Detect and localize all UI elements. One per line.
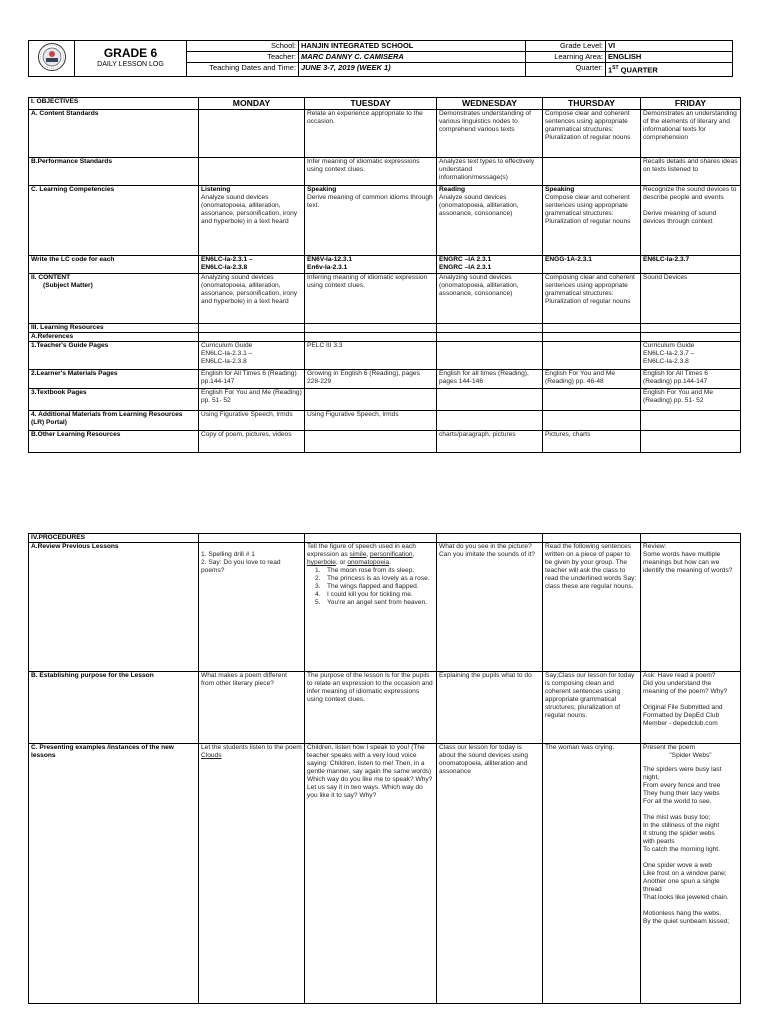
objectives-table bbox=[28, 97, 741, 453]
content-standards-tue: Relate an experience appropriate to the occasion. bbox=[305, 110, 437, 158]
content-label-line1: II. CONTENT bbox=[31, 274, 71, 281]
competencies-label: C. Learning Competencies bbox=[29, 186, 199, 256]
poem-text: The spiders were busy last night, From every fence and tree They hung their lacy webs For all the world to see. The mist was busy too; In the stillness of the night It strung the spider webs with pearls To catch the morning light. One spider wove a web Like frost on a window pane; Another one spun a single thread That looks like jeweled chain. Motionless hang the webs, By the quiet sunbeam kissed; bbox=[643, 766, 730, 925]
dates-label: Teaching Dates and Time: bbox=[187, 63, 299, 77]
presenting-wed: Class our lesson for today is about the sound devices using onomatopoeia, alliteration and assonance bbox=[437, 744, 543, 1004]
procedures-table bbox=[28, 533, 741, 1004]
purpose-wed: Explaining the pupils what to do bbox=[437, 672, 543, 744]
review-tue-personification: personification bbox=[370, 551, 413, 558]
content-standards-thu: Compose clear and coherent sentences using appropriate grammatical structures: Pluralization of regular nouns bbox=[543, 110, 641, 158]
performance-standards-label: B.Performance Standards bbox=[29, 158, 199, 186]
additional-materials-label: 4. Additional Materials from Learning Resources (LR) Portal) bbox=[29, 411, 199, 431]
school-label: School: bbox=[187, 41, 299, 52]
quarter-suffix: ST bbox=[612, 65, 619, 71]
content-mon: Analyzing sound devices (onomatopoeia, alliteration, assonance, personification, irony and hyperbole) in a text heard bbox=[199, 274, 305, 324]
competencies-mon bbox=[199, 186, 305, 256]
school-value: HANJIN INTEGRATED SCHOOL bbox=[299, 41, 526, 52]
day-monday: MONDAY bbox=[199, 98, 305, 110]
day-wednesday: WEDNESDAY bbox=[437, 98, 543, 110]
other-resources-label: B.Other Learning Resources bbox=[29, 431, 199, 453]
seal-icon bbox=[37, 42, 67, 72]
quarter-label: Quarter: bbox=[526, 63, 606, 77]
content-wed: Analyzing sound devices (onomatopoeia, alliteration, assonance, consonance) bbox=[437, 274, 543, 324]
poem-title-spider-webs: "Spider Webs" bbox=[669, 752, 712, 759]
list-item: 3. The wings flapped and flapped. bbox=[315, 583, 419, 590]
competency-fri-text-2: Derive meaning of sound devices through context bbox=[643, 210, 717, 225]
competency-fri-text-1: Recognize the sound devices to describe people and events bbox=[643, 186, 737, 201]
teacher-value: MARC DANNY C. CAMISERA bbox=[299, 52, 526, 63]
content-fri: Sound Devices bbox=[641, 274, 741, 324]
review-tue bbox=[305, 543, 437, 672]
day-friday: FRIDAY bbox=[641, 98, 741, 110]
header-table bbox=[28, 40, 733, 77]
tg-pages-mon: Curriculum Guide EN6LC-Ia-2.3.1 – EN6LC-Ia-2.3.8 bbox=[199, 342, 305, 370]
content-thu: Composing clear and coherent sentences using appropriate grammatical structures: Pluralization of regular nouns bbox=[543, 274, 641, 324]
references-heading: A.References bbox=[29, 333, 199, 342]
review-tue-simile: simile bbox=[349, 551, 367, 558]
competencies-fri bbox=[641, 186, 741, 256]
lc-code-tue: EN6V-Ia-12.3.1 En6v-Ia-2.3.1 bbox=[305, 256, 437, 274]
quarter-word: QUARTER bbox=[618, 65, 658, 75]
purpose-thu: Say;Class our lesson for today is composing clean and coherent sentences using appropriate grammatical structures; pluralization of regular nouns. bbox=[543, 672, 641, 744]
review-label: A.Review Previous Lessons bbox=[29, 543, 199, 672]
review-thu: Read the following sentences written on a piece of paper to be given by your group. The teacher will ask the class to read the underlined words Say: class these are regular nouns. bbox=[543, 543, 641, 672]
other-resources-wed: charts/paragraph, pictures bbox=[437, 431, 543, 453]
additional-materials-mon: Using Figurative Speech, lrmds bbox=[199, 411, 305, 431]
presenting-fri-heading: Present the poem bbox=[643, 744, 696, 751]
lm-pages-mon: English for All Times 6 (Reading) pp.144-147 bbox=[199, 370, 305, 389]
purpose-fri: Ask: Have read a poem? Did you understand the meaning of the poem? Why? Original File Submitted and Formatted by DepEd Club Member - depedclub.com bbox=[641, 672, 741, 744]
content-label-line2: (Subject Matter) bbox=[43, 282, 93, 289]
list-item: 1. The moon rose from its sleep. bbox=[315, 567, 415, 574]
additional-materials-tue: Using Figurative Speech, lrmds bbox=[305, 411, 437, 431]
review-wed: What do you see in the picture? Can you imitate the sounds of it? bbox=[437, 543, 543, 672]
lm-pages-wed: English for all times (Reading), pages 144-146 bbox=[437, 370, 543, 389]
log-title: DAILY LESSON LOG bbox=[97, 61, 164, 69]
content-label bbox=[29, 274, 199, 324]
competency-mon-heading: Listening bbox=[201, 186, 231, 193]
competency-thu-text: Compose clear and coherent sentences using appropriate grammatical structures: Pluralization of regular nouns bbox=[545, 194, 631, 225]
competency-wed-heading: Reading bbox=[439, 186, 466, 193]
presenting-thu: The woman was crying. bbox=[543, 744, 641, 1004]
review-tue-comma1: , bbox=[366, 551, 371, 558]
review-tue-list bbox=[315, 567, 434, 607]
content-standards-label: A. Content Standards bbox=[29, 110, 199, 158]
textbook-pages-mon: English For You and Me (Reading) pp. 51- 52 bbox=[199, 389, 305, 411]
competency-thu-heading: Speaking bbox=[545, 186, 575, 193]
review-tue-hyperbole: hyperbole bbox=[307, 559, 336, 566]
teacher-label: Teacher: bbox=[187, 52, 299, 63]
content-standards-fri: Demonstrates an understanding of the elements of literary and informational texts for comprehension bbox=[641, 110, 741, 158]
textbook-pages-label: 3.Textbook Pages bbox=[29, 389, 199, 411]
deped-seal bbox=[29, 41, 75, 77]
lm-pages-thu: English For You and Me (Reading) pp. 46-48 bbox=[543, 370, 641, 389]
tg-pages-wed bbox=[437, 342, 543, 370]
competencies-wed bbox=[437, 186, 543, 256]
performance-standards-fri: Recalls details and shares ideas on texts listened to bbox=[641, 158, 741, 186]
competency-tue-heading: Speaking bbox=[307, 186, 337, 193]
content-standards-wed: Demonstrates understanding of various linguistics nodes to comprehend various texts bbox=[437, 110, 543, 158]
review-tue-comma2: , bbox=[412, 551, 415, 558]
learning-area-value: ENGLISH bbox=[606, 52, 733, 63]
objectives-heading: I. OBJECTIVES bbox=[29, 98, 199, 110]
review-tue-onomatopoeia: onomatopoeia bbox=[347, 559, 390, 566]
tg-pages-fri: Curriculum Guide EN6LC-Ia-2.3.7 – EN6LC-Ia-2.3.8 bbox=[641, 342, 741, 370]
review-mon: 1. Spelling drill # 1 2. Say: Do you love to read poems? bbox=[199, 543, 305, 672]
learning-area-label: Learning Area: bbox=[526, 52, 606, 63]
review-tue-or: , or bbox=[335, 559, 348, 566]
performance-standards-tue: Infer meaning of idiomatic expressions using context clues. bbox=[305, 158, 437, 186]
review-tue-intro: Tell the figure of speech used in each expression as bbox=[307, 543, 416, 558]
other-resources-thu: Pictures, charts bbox=[543, 431, 641, 453]
content-standards-mon bbox=[199, 110, 305, 158]
competencies-thu bbox=[543, 186, 641, 256]
lm-pages-label: 2.Learner's Materials Pages bbox=[29, 370, 199, 389]
purpose-tue: The purpose of the lesson is for the pupils to relate an expression to the occasion and infer meaning of idiomatic expressions using context clues. bbox=[305, 672, 437, 744]
purpose-mon: What makes a poem different from other literary piece? bbox=[199, 672, 305, 744]
list-item: 4. I could kill you for tickling me. bbox=[315, 591, 413, 598]
list-item: 2. The princess is as lovely as a rose. bbox=[315, 575, 430, 582]
competency-tue-text: Derive meaning of common idioms through text. bbox=[307, 194, 433, 209]
dates-value: JUNE 3-7, 2019 (WEEK 1) bbox=[299, 63, 526, 77]
day-thursday: THURSDAY bbox=[543, 98, 641, 110]
lc-code-label: Write the LC code for each bbox=[29, 256, 199, 274]
performance-standards-mon bbox=[199, 158, 305, 186]
purpose-label: B. Establishing purpose for the Lesson bbox=[29, 672, 199, 744]
lc-code-thu: ENGG-1A-2.3.1 bbox=[543, 256, 641, 274]
review-tue-period: . bbox=[389, 559, 391, 566]
lm-pages-fri: English for All Times 6 (Reading) pp.144-147 bbox=[641, 370, 741, 389]
textbook-pages-fri: English For You and Me (Reading) pp. 51- 52 bbox=[641, 389, 741, 411]
grade-cell bbox=[75, 41, 187, 77]
grade-level-label: Grade Level: bbox=[526, 41, 606, 52]
procedures-heading: IV.PROCEDURES bbox=[29, 534, 199, 543]
presenting-mon bbox=[199, 744, 305, 1004]
grade-title: GRADE 6 bbox=[103, 46, 158, 61]
poem-title-clouds: Clouds bbox=[201, 752, 222, 759]
competency-mon-text: Analyze sound devices (onomatopoeia, alliteration, assonance, personification, irony and hyperbole) in a text heard bbox=[201, 194, 298, 225]
quarter-value bbox=[606, 63, 733, 77]
presenting-mon-text: Let the students listen to the poem bbox=[201, 744, 302, 751]
presenting-fri bbox=[641, 744, 741, 1004]
competency-wed-text: Analyze sound devices (onomatopoeia, alliteration, assonance, consonance) bbox=[439, 194, 519, 217]
tg-pages-label: 1.Teacher's Guide Pages bbox=[29, 342, 199, 370]
resources-heading: III. Learning Resources bbox=[29, 324, 199, 333]
other-resources-mon: Copy of poem, pictures, videos bbox=[199, 431, 305, 453]
tg-pages-thu bbox=[543, 342, 641, 370]
performance-standards-thu bbox=[543, 158, 641, 186]
lc-code-fri: EN6LC-Ia-2.3.7 bbox=[641, 256, 741, 274]
content-tue: Inferring meaning of idiomatic expression using context clues. bbox=[305, 274, 437, 324]
performance-standards-wed: Analyzes text types to effectively understand information/message(s) bbox=[437, 158, 543, 186]
review-fri: Review: Some words have multiple meanings but how can we identify the meaning of words? bbox=[641, 543, 741, 672]
lm-pages-tue: Growing in English 6 (Reading), pages 228-229 bbox=[305, 370, 437, 389]
tg-pages-tue: PELC III 3.3 bbox=[305, 342, 437, 370]
day-tuesday: TUESDAY bbox=[305, 98, 437, 110]
lc-code-wed: ENGRC –IA 2.3.1 ENGRC –IA 2.3.1 bbox=[437, 256, 543, 274]
list-item: 5. You're an angel sent from heaven. bbox=[315, 599, 427, 606]
lc-code-mon: EN6LC-Ia-2.3.1 – EN6LC-Ia-2.3.8 bbox=[199, 256, 305, 274]
quarter-number: 1 bbox=[608, 65, 613, 75]
grade-level-value: VI bbox=[606, 41, 733, 52]
presenting-tue: Children, listen how I speak to you! (The teacher speaks with a very loud voice saying: Children, listen to me! Then, in a gentle manner, say again the same words) Which way do you like me to speak? Why? Let us say it in two ways. Which way do you like it to say? Why? bbox=[305, 744, 437, 1004]
presenting-label: C. Presenting examples /instances of the new lessons bbox=[29, 744, 199, 1004]
competencies-tue bbox=[305, 186, 437, 256]
